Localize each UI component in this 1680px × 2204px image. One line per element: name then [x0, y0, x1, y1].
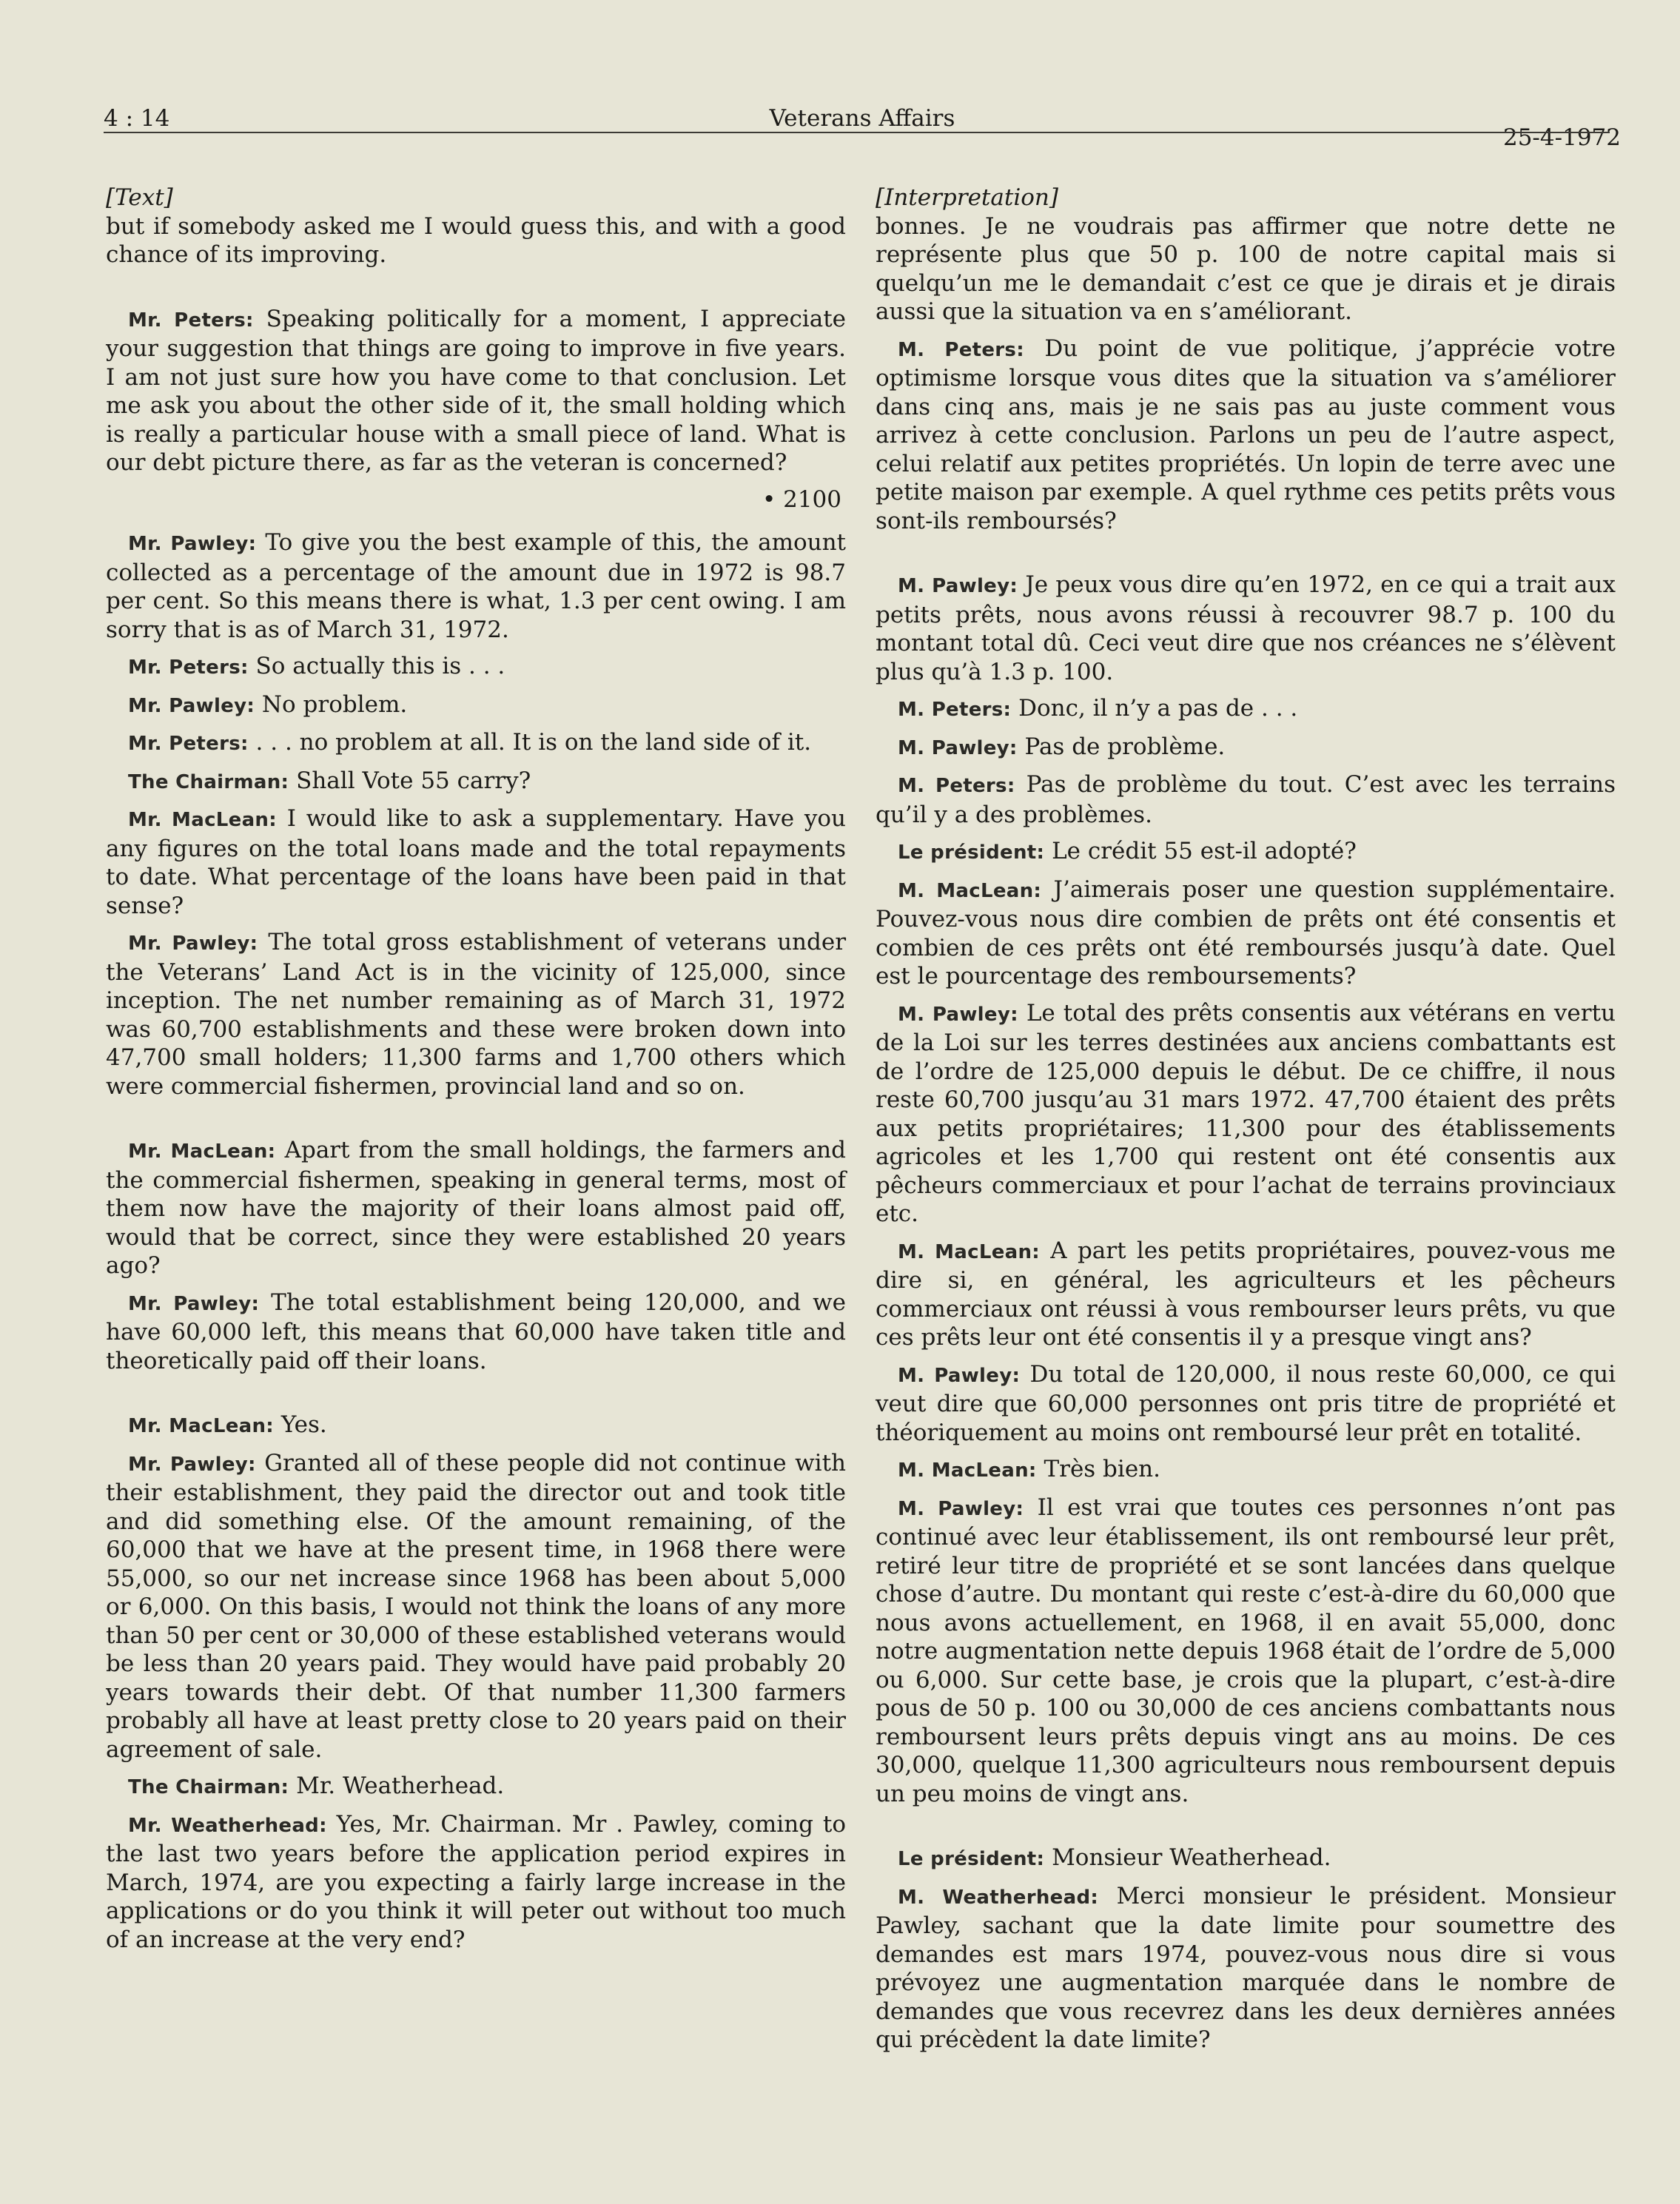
- speech-paragraph: [876, 770, 1616, 829]
- speech-paragraph: [876, 999, 1616, 1229]
- speaker-name: Mr. Pawley:: [128, 694, 255, 717]
- speech-text: Le total des prêts consentis aux vétérans en vertu de la Loi sur les terres destinées aux anciens combattants est de l’ordre de 125,000 depuis le début. De ce chiffre, il nous reste 60,700 jusqu’au 31 mars 1972. 47,700 étaient des prêts aux petits propriétaires; 11,300 pour des établissements agricoles et les 1,700 qui restent ont été consentis aux pêcheurs commerciaux et pour l’achat de terrains provinciaux etc.: [876, 999, 1616, 1227]
- speech-paragraph: [876, 694, 1616, 725]
- speaker-name: M. MacLean:: [898, 879, 1042, 902]
- continued-paragraph: but if somebody asked me I would guess this, and with a good chance of its improving.: [106, 212, 846, 268]
- speaker-name: Mr. Pawley:: [128, 533, 257, 555]
- english-column: [106, 184, 846, 1962]
- speech-paragraph: [106, 305, 846, 477]
- speech-paragraph: [106, 1289, 846, 1376]
- speaker-name: Mr. Peters:: [128, 656, 249, 679]
- speech-text: J’aimerais poser une question supplémentaire. Pouvez-vous nous dire combien de prêts ont été consentis et combien de ces prêts ont été remboursés jusqu’à date. Quel est le pourcentage des remboursements?: [876, 876, 1616, 990]
- speaker-name: The Chairman:: [128, 1776, 289, 1798]
- speaker-name: M. Pawley:: [898, 575, 1018, 597]
- speaker-name: Mr. Pawley:: [128, 1453, 256, 1476]
- speech-text: Monsieur Weatherhead.: [1052, 1844, 1331, 1871]
- column-label: [Interpretation]: [876, 184, 1058, 211]
- speech-paragraph: [876, 1360, 1616, 1448]
- time-marker: • 2100: [762, 486, 841, 513]
- speaker-name: Mr. MacLean:: [128, 1140, 276, 1163]
- speaker-name: M. MacLean:: [898, 1240, 1041, 1263]
- speaker-name: Mr. Peters:: [128, 309, 254, 332]
- speech-text: Le crédit 55 est-il adopté?: [1052, 838, 1357, 864]
- speaker-name: Le président:: [898, 841, 1045, 864]
- speaker-name: M. Peters:: [898, 775, 1015, 797]
- speech-text: The total establishment being 120,000, and we have 60,000 left, this means that 60,000 have taken title and theoretically paid off their loans.: [106, 1289, 847, 1374]
- speech-paragraph: [106, 1411, 846, 1441]
- speech-paragraph: [106, 528, 846, 644]
- speaker-name: M. Pawley:: [898, 1003, 1018, 1026]
- speech-paragraph: [876, 876, 1616, 991]
- speaker-name: Mr. Weatherhead:: [128, 1814, 327, 1837]
- speech-paragraph: [876, 1882, 1616, 2055]
- speech-paragraph: [876, 335, 1616, 536]
- speech-paragraph: [106, 652, 846, 682]
- french-column: [876, 184, 1616, 2063]
- speaker-name: The Chairman:: [128, 770, 289, 793]
- speaker-name: Mr. MacLean:: [128, 1415, 275, 1437]
- speech-text: Je peux vous dire qu’en 1972, en ce qui a trait aux petits prêts, nous avons réussi à recouvrer 98.7 p. 100 du montant total dû. Ceci veut dire que nos créances ne s’élèvent plus qu’à 1.3 p. 100.: [876, 571, 1616, 685]
- speech-text: A part les petits propriétaires, pouvez-vous me dire si, en général, les agriculteurs et les pêcheurs commerciaux ont réussi à vous rembourser leurs prêts, vu que ces prêts leur ont été consentis il y a presque vingt ans?: [876, 1237, 1616, 1351]
- speaker-name: M. MacLean:: [898, 1459, 1037, 1482]
- speech-text: Shall Vote 55 carry?: [296, 767, 531, 794]
- speech-text: Il est vrai que toutes ces personnes n’ont pas continué avec leur établissement, ils ont remboursé leur prêt, retiré leur titre de propriété et se sont lancées dans quelque chose d’autre. Du montant qui reste c’est-à-dire du 60,000 que nous avons actuellement, en 1968, il en avait 55,000, donc notre augmentation nette depuis 1968 était de l’ordre de 5,000 ou 6,000. Sur cette base, je crois que la plupart, c’est-à-dire pous de 50 p. 100 ou 30,000 de ces anciens combattants nous remboursent leurs prêts depuis vingt ans au moins. De ces 30,000, quelque 11,300 agriculteurs nous remboursent depuis un peu moins de vingt ans.: [876, 1494, 1616, 1807]
- speech-text: Mr. Weatherhead.: [296, 1773, 505, 1799]
- speech-paragraph: [876, 837, 1616, 867]
- speech-text: Granted all of these people did not continue with their establishment, they paid the director out and took title and did something else. Of the amount remaining, of the 60,000 that we have at the present time, in 1968 there were 55,000, so our net increase since 1968 has been about 5,000 or 6,000. On this basis, I would not think the loans of any more than 50 per cent or 30,000 of these established veterans would be less than 20 years paid. They would have paid probably 20 years towards their debt. Of that number 11,300 farmers probably all have at least pretty close to 20 years paid on their agreement of sale.: [106, 1449, 847, 1763]
- speech-paragraph: [106, 1772, 846, 1802]
- speaker-name: Mr. MacLean:: [128, 809, 277, 831]
- speech-paragraph: [876, 571, 1616, 686]
- speech-text: Donc, il n’y a pas de . . .: [1018, 695, 1298, 722]
- speech-text: To give you the best example of this, the amount collected as a percentage of the amount due in 1972 is 98.7 per cent. So this means there is what, 1.3 per cent owing. I am sorry that is as of March 31, 1972.: [106, 529, 847, 643]
- speech-paragraph: [876, 1844, 1616, 1874]
- speech-paragraph: [106, 691, 846, 721]
- speech-paragraph: [876, 1494, 1616, 1809]
- speech-text: Yes, Mr. Chairman. Mr . Pawley, coming to the last two years before the application period expires in March, 1974, are you expecting a fairly large increase in the applications or do you think it will peter out without too much of an increase at the very end?: [106, 1810, 847, 1953]
- speech-text: So actually this is . . .: [255, 653, 505, 679]
- speech-text: The total gross establishment of veterans under the Veterans’ Land Act is in the vicinity of 125,000, since inception. The net number remaining as of March 31, 1972 was 60,700 establishments and these were broken down into 47,700 small holders; 11,300 farms and 1,700 others which were commercial fishermen, provincial land and so on.: [106, 929, 847, 1100]
- speaker-name: M. Weatherhead:: [898, 1886, 1099, 1909]
- speech-paragraph: [106, 728, 846, 759]
- speech-text: . . . no problem at all. It is on the land side of it.: [255, 729, 812, 756]
- speech-paragraph: [106, 767, 846, 797]
- running-title: Veterans Affairs: [769, 105, 955, 132]
- speech-text: Speaking politically for a moment, I appreciate your suggestion that things are going to improve in five years. I am not just sure how you have come to that conclusion. Let me ask you about the other side of it, the small holding which is really a particular house with a small piece of land. What is our debt picture there, as far as the veteran is concerned?: [106, 305, 846, 476]
- speaker-name: M. Pawley:: [898, 1364, 1021, 1387]
- speech-paragraph: [876, 1237, 1616, 1352]
- speech-paragraph: [106, 804, 846, 920]
- speaker-name: M. Pawley:: [898, 736, 1018, 759]
- header-rule: [104, 132, 1610, 133]
- speech-paragraph: [876, 1455, 1616, 1485]
- speaker-name: Mr. Pawley:: [128, 933, 258, 955]
- speech-text: Du point de vue politique, j’apprécie votre optimisme lorsque vous dites que la situation va s’améliorer dans cinq ans, mais je ne sais pas au juste comment vous arrivez à cette conclusion. Parlons un peu de l’autre aspect, celui relatif aux petites propriétés. Un lopin de terre avec une petite maison par exemple. A quel rythme ces petits prêts vous sont-ils remboursés?: [876, 335, 1616, 534]
- speech-text: Yes.: [280, 1411, 327, 1438]
- speaker-name: M. Peters:: [898, 699, 1012, 721]
- column-label: [Text]: [106, 184, 173, 211]
- speaker-name: Mr. Pawley:: [128, 1292, 260, 1315]
- speech-text: I would like to ask a supplementary. Have you any figures on the total loans made and the total repayments to date. What percentage of the loans have been paid in that sense?: [106, 805, 846, 919]
- page-number: 4 : 14: [104, 105, 170, 132]
- speech-paragraph: [876, 733, 1616, 763]
- speaker-name: M. Pawley:: [898, 1497, 1024, 1520]
- speech-text: Du total de 120,000, il nous reste 60,000, ce qui veut dire que 60,000 personnes ont pris titre de propriété et théoriquement au moins ont remboursé leur prêt en totalité.: [876, 1360, 1616, 1446]
- speaker-name: Mr. Peters:: [128, 733, 249, 755]
- speech-paragraph: [106, 1136, 846, 1280]
- continued-paragraph: bonnes. Je ne voudrais pas affirmer que notre dette ne représente plus que 50 p. 100 de notre capital mais si quelqu’un me le demandait c’est ce que je dirais et je dirais aussi que la situation va en s’améliorant.: [876, 212, 1616, 325]
- speech-text: Pas de problème du tout. C’est avec les terrains qu’il y a des problèmes.: [876, 771, 1616, 828]
- speech-paragraph: [106, 1449, 846, 1764]
- speech-text: No problem.: [261, 691, 408, 718]
- header-date: 25-4-1972: [1502, 124, 1621, 151]
- speaker-name: Le président:: [898, 1848, 1045, 1870]
- speech-paragraph: [106, 928, 846, 1101]
- speech-text: Très bien.: [1044, 1456, 1160, 1482]
- speech-text: Pas de problème.: [1024, 733, 1226, 760]
- speech-text: Apart from the small holdings, the farmers and the commercial fishermen, speaking in general terms, most of them now have the majority of their loans almost paid off, would that be correct, since they were established 20 years ago?: [106, 1137, 846, 1279]
- page-header: [104, 102, 1621, 151]
- speech-paragraph: [106, 1810, 846, 1955]
- speech-text: Merci monsieur le président. Monsieur Pawley, sachant que la date limite pour soumettre des demandes est mars 1974, pouvez-vous nous dire si vous prévoyez une augmentation marquée dans le nombre de demandes que vous recevrez dans les deux dernières années qui précèdent la date limite?: [876, 1882, 1616, 2053]
- speaker-name: M. Peters:: [898, 338, 1024, 361]
